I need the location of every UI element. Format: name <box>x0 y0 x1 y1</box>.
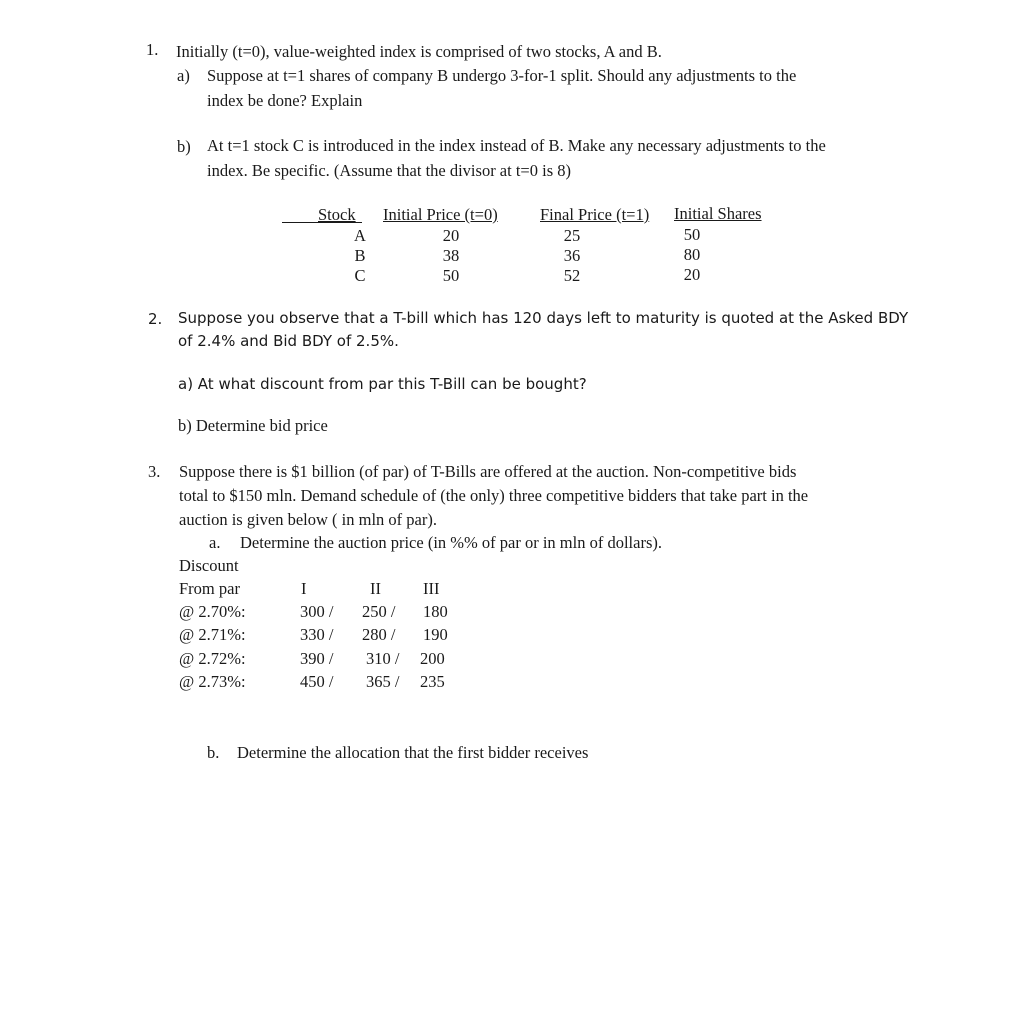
q3a-label: a. <box>209 533 221 552</box>
q1-table-cell: 52 <box>563 266 581 285</box>
q3-line3: auction is given below ( in mln of par). <box>179 510 437 529</box>
q3-line2: total to $150 mln. Demand schedule of (the only) three competitive bidders that take part in the <box>179 486 809 505</box>
q3-table-cell: 180 <box>423 602 448 621</box>
q3-table-rate: @ 2.71%: <box>179 625 246 644</box>
q1-table-cell: 50 <box>442 266 460 285</box>
q3a-text: Determine the auction price (in %% of par or in mln of dollars). <box>240 533 662 552</box>
q1-table-cell: A <box>354 226 366 245</box>
q3-table-header-ii: II <box>370 579 381 598</box>
q1-table-cell: B <box>354 246 366 265</box>
q1-number: 1. <box>146 40 159 59</box>
q3-table-header-i: I <box>301 579 307 598</box>
q1-stem: Initially (t=0), value-weighted index is comprised of two stocks, A and B. <box>176 42 662 61</box>
q2-line1: Suppose you observe that a T-bill which has 120 days left to maturity is quoted at the Asked BDY <box>178 309 909 327</box>
q1-table-cell: 20 <box>442 226 460 245</box>
q3-table-rate: @ 2.73%: <box>179 672 246 691</box>
q3b-text: Determine the allocation that the first bidder receives <box>237 743 589 762</box>
q1a-label: a) <box>177 66 190 85</box>
q1-table-cell: 50 <box>683 225 701 244</box>
q1-table-header-final-price: Final Price (t=1) <box>540 205 650 224</box>
q1b-line1: At t=1 stock C is introduced in the index instead of B. Make any necessary adjustments to the <box>207 136 826 155</box>
q3-line1: Suppose there is $1 billion (of par) of T-Bills are offered at the auction. Non-competitive bids <box>179 462 797 481</box>
q3-table-cell: 365 / <box>366 672 400 691</box>
q1-table-cell: C <box>354 266 366 285</box>
q3-table-cell: 450 / <box>300 672 334 691</box>
q3-table-cell: 235 <box>420 672 445 691</box>
q3-table-cell: 310 / <box>366 649 400 668</box>
q1-table-cell: 25 <box>563 226 581 245</box>
q1-table-cell: 20 <box>683 265 701 284</box>
q3-table-cell: 280 / <box>362 625 396 644</box>
q3-table-cell: 330 / <box>300 625 334 644</box>
q1b-label: b) <box>177 137 191 156</box>
q3-table-cell: 300 / <box>300 602 334 621</box>
q1-table-header-initial-shares: Initial Shares <box>674 204 762 223</box>
q1b-line2: index. Be specific. (Assume that the divisor at t=0 is 8) <box>207 161 571 180</box>
q2-line2: of 2.4% and Bid BDY of 2.5%. <box>178 332 399 350</box>
q3-table-rate: @ 2.70%: <box>179 602 246 621</box>
q1-table-header-initial-price: Initial Price (t=0) <box>383 205 498 224</box>
q1-table-header-stock: Stock <box>318 205 356 224</box>
q3-table-cell: 200 <box>420 649 445 668</box>
q3-table-label-from-par: From par <box>179 579 240 598</box>
q3-number: 3. <box>148 462 161 481</box>
q3-table-cell: 190 <box>423 625 448 644</box>
q2-number: 2. <box>148 310 163 328</box>
q2a-text: a) At what discount from par this T-Bill can be bought? <box>178 375 587 393</box>
q1a-line1: Suppose at t=1 shares of company B undergo 3-for-1 split. Should any adjustments to the <box>207 66 797 85</box>
q3-table-rate: @ 2.72%: <box>179 649 246 668</box>
q3b-label: b. <box>207 743 220 762</box>
q3-table-cell: 250 / <box>362 602 396 621</box>
q2b-text: b) Determine bid price <box>178 416 328 435</box>
q3-table-label-discount: Discount <box>179 556 239 575</box>
q1a-line2: index be done? Explain <box>207 91 363 110</box>
q3-table-cell: 390 / <box>300 649 334 668</box>
q1-table-cell: 36 <box>563 246 581 265</box>
q3-table-header-iii: III <box>423 579 440 598</box>
q1-table-cell: 80 <box>683 245 701 264</box>
q1-table-cell: 38 <box>442 246 460 265</box>
